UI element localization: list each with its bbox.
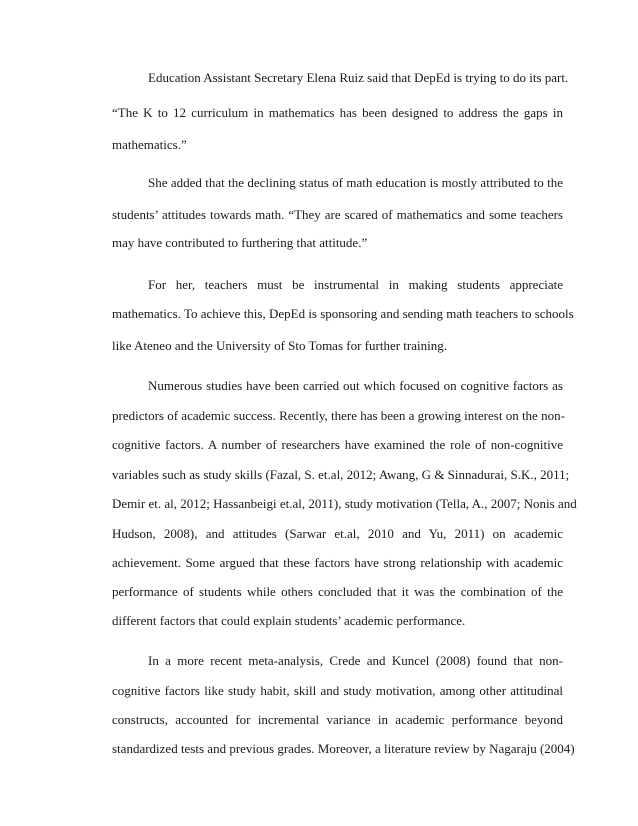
text-line: In a more recent meta-analysis, Crede and Kuncel (2008) found that non- <box>148 653 563 668</box>
text-line: constructs, accounted for incremental variance in academic performance beyond <box>112 712 563 727</box>
text-line: Demir et. al, 2012; Hassanbeigi et.al, 2011), study motivation (Tella, A., 2007; Nonis and <box>112 496 577 511</box>
text-line: Hudson, 2008), and attitudes (Sarwar et.al, 2010 and Yu, 2011) on academic <box>112 526 563 541</box>
text-line: predictors of academic success. Recently, there has been a growing interest on the non- <box>112 408 565 423</box>
text-line: cognitive factors. A number of researchers have examined the role of non-cognitive <box>112 437 563 452</box>
text-line: Education Assistant Secretary Elena Ruiz said that DepEd is trying to do its part. <box>148 70 569 85</box>
text-line: She added that the declining status of math education is mostly attributed to the <box>148 175 563 190</box>
text-line: may have contributed to furthering that attitude.” <box>112 235 368 250</box>
text-line: like Ateneo and the University of Sto Tomas for further training. <box>112 338 447 353</box>
text-line: students’ attitudes towards math. “They are scared of mathematics and some teachers <box>112 207 563 222</box>
text-line: “The K to 12 curriculum in mathematics has been designed to address the gaps in <box>112 105 563 120</box>
text-line: performance of students while others concluded that it was the combination of the <box>112 584 563 599</box>
text-line: mathematics.” <box>112 137 187 152</box>
text-line: standardized tests and previous grades. Moreover, a literature review by Nagaraju (2004) <box>112 741 575 756</box>
text-line: mathematics. To achieve this, DepEd is sponsoring and sending math teachers to schools <box>112 306 574 321</box>
text-line: variables such as study skills (Fazal, S. et.al, 2012; Awang, G & Sinnadurai, S.K., 2011; <box>112 467 570 482</box>
text-line: Numerous studies have been carried out which focused on cognitive factors as <box>148 378 563 393</box>
text-line: different factors that could explain students’ academic performance. <box>112 613 466 628</box>
text-line: achievement. Some argued that these factors have strong relationship with academic <box>112 555 563 570</box>
text-line: For her, teachers must be instrumental in making students appreciate <box>148 277 563 292</box>
text-line: cognitive factors like study habit, skill and study motivation, among other attitudinal <box>112 683 563 698</box>
